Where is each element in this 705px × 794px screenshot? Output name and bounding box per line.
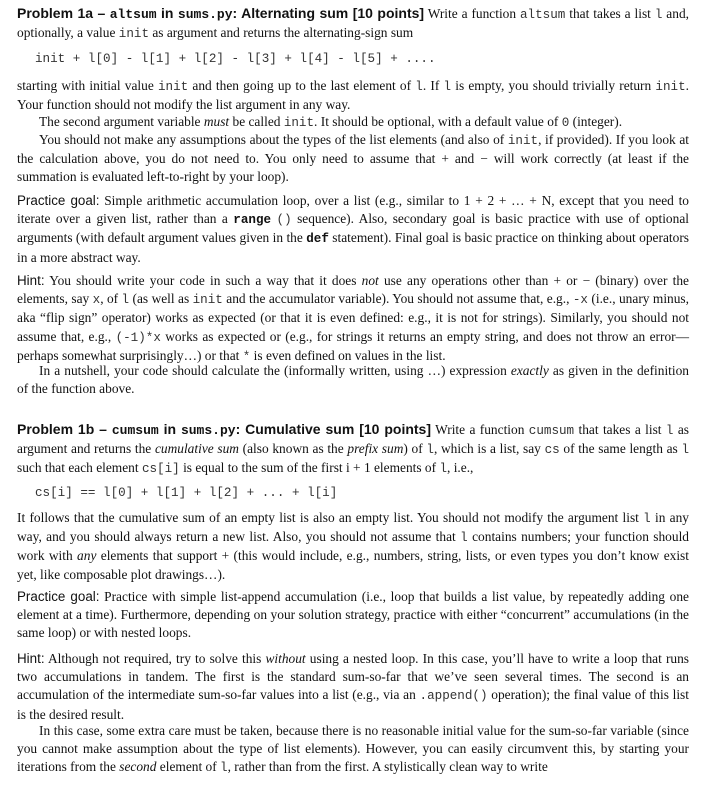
problem-1a-hint: Hint: You should write your code in such a way that it does not use any operations other than + or − (binary) over the elements, say x, of l (as well as init and the accumulator variable). You should not assume that, e.g., -x (i.e., unary minus, aka “flip sign” operator) works as expected (or that it is even defined: e.g., it is not for strings). Similarly, you should not assume that, e.g., (-1)*x works as expected or (e.g., for strings it returns an empty string, and does not throw an error—perhaps somewhat surprisingly…) or that * is even defined on values in the list.: [17, 273, 689, 364]
problem-1b-para-1: It follows that the cumulative sum of an empty list is also an empty list. You should not modify the argument list l in any way, and you should always return a new list. Also, you should not assume that l contains numbers; your function should work with any elements that support + (this would include, e.g., numbers, string, lists, or even types you don’t know exist yet, like composable plot drawings…).: [17, 510, 689, 582]
hint-label: Hint:: [17, 273, 45, 288]
problem-1a-nutshell: In a nutshell, your code should calculate the (informally written, using …) expression exactly as given in the definition of the function above.: [17, 363, 690, 397]
problem-1b-intro: Problem 1b – cumsum in sums.py: Cumulative sum [10 points] Write a function cumsum that takes a list l as argument and returns the cumulative sum (also known as the prefix sum) of l, which is a list, say cs of the same length as l such that each element cs[i] is equal to the sum of the first i + 1 elements of l, i.e.,: [17, 421, 690, 477]
problem-1b-last-para: In this case, some extra care must be taken, because there is no reasonable initial value for the sum-so-far variable (since you cannot make assumption about the type of list elements). However, you can easily circumvent this, by starting your iterations from the second element of l, rather than from the first. A stylistically clean way to write: [17, 723, 689, 776]
problem-1a-title: Problem 1a – altsum in sums.py: Alternating sum [10 points]: [17, 5, 425, 22]
practice-goal-label: Practice goal:: [17, 193, 100, 208]
problem-1a-formula: init + l[0] - l[1] + l[2] - l[3] + l[4] - l[5] + ....: [35, 52, 436, 66]
problem-1a-para-3: You should not make any assumptions about the types of the list elements (and also of init, if provided). If you look at the calculation above, you do not need to. You only need to assume that + and − will work correctly (at least if the summation is evaluated left-to-right by your loop).: [17, 132, 689, 185]
problem-1b-practice-goal: Practice goal: Practice with simple list-append accumulation (i.e., loop that builds a list value, by repeatedly adding one element at a time). Furthermore, depending on your solution strategy, practice with either “concurrent” accumulations (in the same loop) or with nested loops.: [17, 589, 689, 641]
problem-1a-intro: Problem 1a – altsum in sums.py: Alternating sum [10 points] Write a function altsum that takes a list l and, optionally, a value init as argument and returns the alternating-sign sum: [17, 5, 689, 42]
problem-1b-title: Problem 1b – cumsum in sums.py: Cumulative sum [10 points]: [17, 421, 432, 438]
problem-1b-hint: Hint: Although not required, try to solve this without using a nested loop. In this case, you’ll have to write a loop that runs two accumulations in tandem. The first is the standard sum-so-far that we’ve seen several times. The second is an accumulation of the intermediate sum-so-far values into a list (e.g., via an .append() operation); the final value of this list is the desired result.: [17, 651, 689, 722]
problem-1a-para-2: The second argument variable must be called init. It should be optional, with a default value of 0 (integer).: [39, 114, 623, 130]
problem-1a-practice-goal: Practice goal: Simple arithmetic accumulation loop, over a list (e.g., similar to 1 + 2 + … + N, except that you need to iterate over a given list, rather than a range () sequence). Also, secondary goal is basic practice with use of optional arguments (with default argument values given in the def statement). Final goal is basic practice on thinking about operators in a more abstract way.: [17, 193, 689, 265]
problem-1a-para-1: starting with initial value init and then going up to the last element of l. If l is empty, you should trivially return init. Your function should not modify the list argument in any way.: [17, 78, 689, 113]
problem-1b-formula: cs[i] == l[0] + l[1] + l[2] + ... + l[i]: [35, 486, 338, 500]
practice-goal-label: Practice goal:: [17, 589, 100, 604]
hint-label: Hint:: [17, 651, 45, 666]
